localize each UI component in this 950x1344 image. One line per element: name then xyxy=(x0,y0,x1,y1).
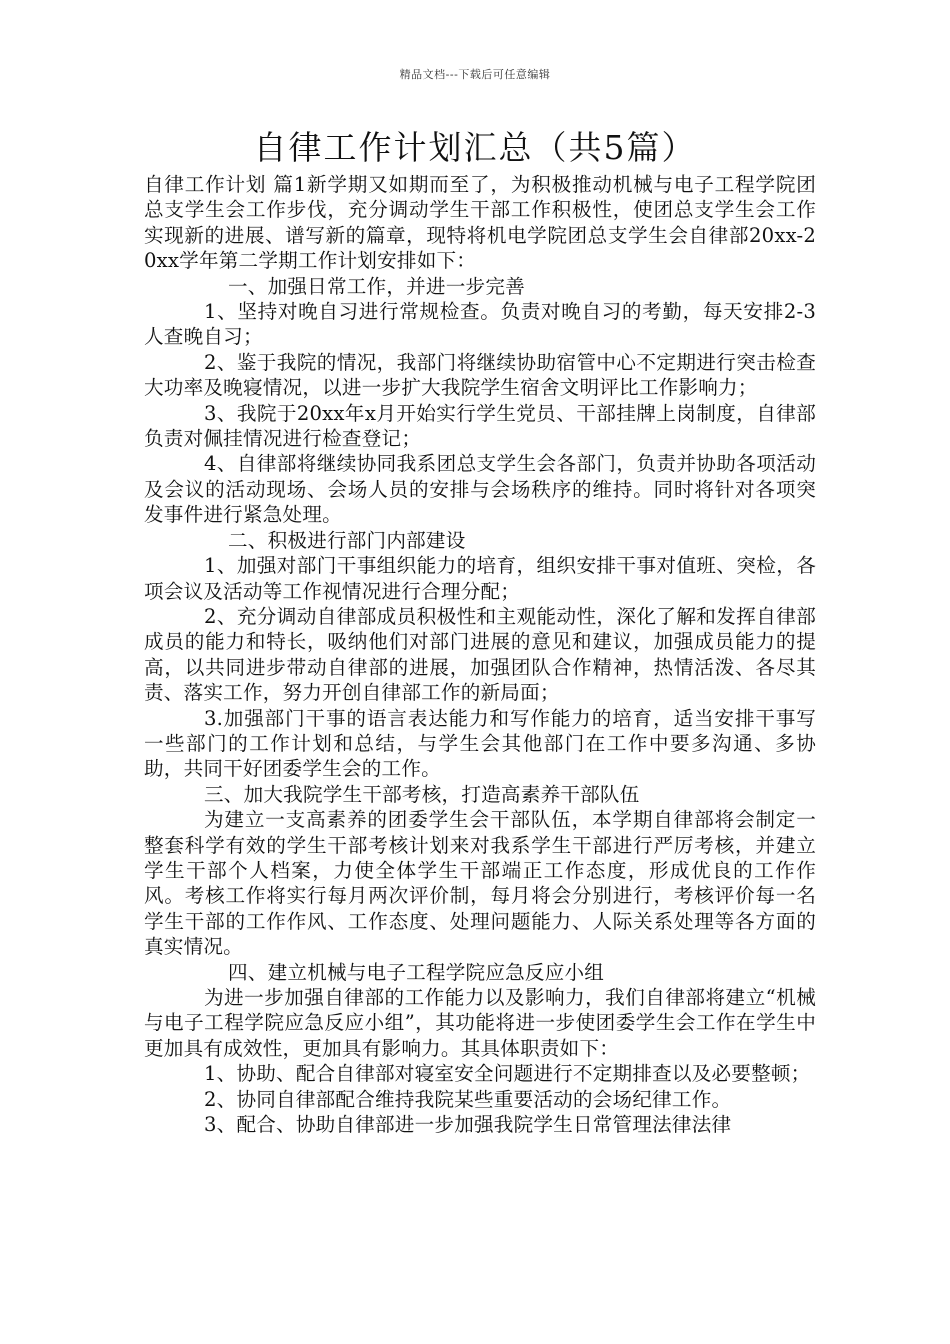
body-paragraph: 为进一步加强自律部的工作能力以及影响力，我们自律部将建立“机械与电子工程学院应急反应小组”，其功能将进一步使团委学生会工作在学生中更加具有成效性，更加具有影响力。其具体职责如下： xyxy=(144,986,816,1060)
list-item: 1、坚持对晚自习进行常规检查。负责对晚自习的考勤，每天安排2-3人查晚自习； xyxy=(144,300,816,349)
document-title: 自律工作计划汇总（共5篇） xyxy=(253,128,697,167)
list-item: 1、协助、配合自律部对寝室安全问题进行不定期排查以及必要整顿； xyxy=(204,1062,811,1086)
list-item: 3、配合、协助自律部进一步加强我院学生日常管理法律法律 xyxy=(204,1113,732,1137)
intro-paragraph: 自律工作计划 篇1新学期又如期而至了，为积极推动机械与电子工程学院团总支学生会工作步伐，充分调动学生干部工作积极性，使团总支学生会工作实现新的进展、谱写新的篇章，现特将机电学院团总支学生会自律部20xx-20xx学年第二学期工作计划安排如下： xyxy=(144,173,816,273)
list-item: 3、我院于20xx年x月开始实行学生党员、干部挂牌上岗制度，自律部负责对佩挂情况进行检查登记； xyxy=(144,401,816,451)
list-item: 3.加强部门干事的语言表达能力和写作能力的培育，适当安排干事写一些部门的工作计划和总结，与学生会其他部门在工作中要多沟通、多协助，共同干好团委学生会的工作。 xyxy=(144,706,816,781)
list-item: 2、充分调动自律部成员积极性和主观能动性，深化了解和发挥自律部成员的能力和特长，吸纳他们对部门进展的意见和建议，加强成员能力的提高，以共同进步带动自律部的进展，加强团队合作精神，热情活泼、各尽其责、落实工作，努力开创自律部工作的新局面； xyxy=(144,604,816,705)
section-heading-4: 四、建立机械与电子工程学院应急反应小组 xyxy=(228,960,605,984)
list-item: 2、鉴于我院的情况，我部门将继续协助宿管中心不定期进行突击检查大功率及晚寝情况，以进一步扩大我院学生宿舍文明评比工作影响力； xyxy=(144,350,816,400)
section-heading-2: 二、积极进行部门内部建设 xyxy=(228,528,466,552)
document-body xyxy=(144,172,816,1137)
list-item: 2、协同自律部配合维持我院某些重要活动的会场纪律工作。 xyxy=(204,1087,732,1111)
body-paragraph: 为建立一支高素养的团委学生会干部队伍，本学期自律部将会制定一整套科学有效的学生干部考核计划来对我系学生干部进行严厉考核，并建立学生干部个人档案，力使全体学生干部端正工作态度，形成优良的工作作风。考核工作将实行每月两次评价制，每月将会分别进行，考核评价每一名学生干部的工作作风、工作态度、处理问题能力、人际关系处理等各方面的真实情况。 xyxy=(144,808,816,959)
section-heading-1: 一、加强日常工作，并进一步完善 xyxy=(228,274,525,298)
list-item: 4、自律部将继续协同我系团总支学生会各部门，负责并协助各项活动及会议的活动现场、会场人员的安排与会场秩序的维持。同时将针对各项突发事件进行紧急处理。 xyxy=(144,452,816,527)
section-heading-3: 三、加大我院学生干部考核，打造高素养干部队伍 xyxy=(204,782,640,806)
page-header-note: 精品文档---下载后可任意编辑 xyxy=(399,68,551,81)
list-item: 1、加强对部门干事组织能力的培育，组织安排干事对值班、突检，各项会议及活动等工作视情况进行合理分配； xyxy=(144,554,816,603)
